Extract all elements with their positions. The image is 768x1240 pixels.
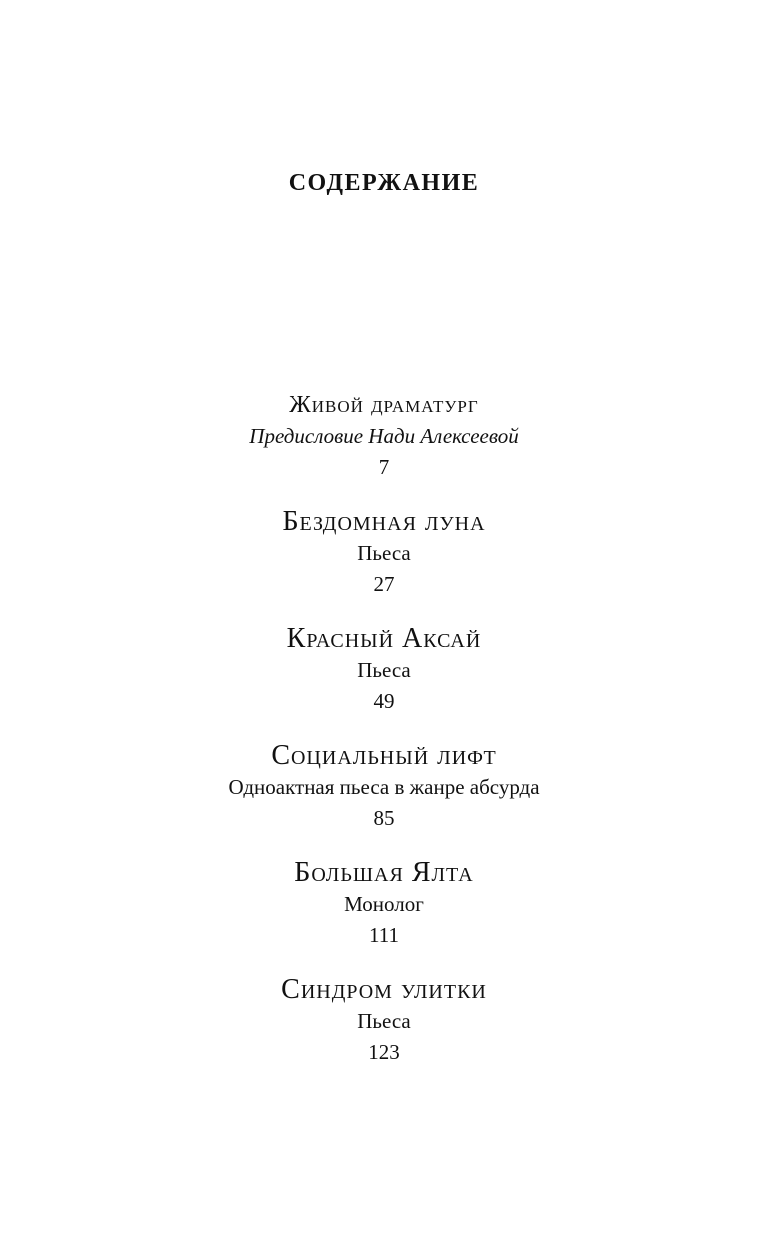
- toc-entry-page-number: 27: [373, 572, 395, 596]
- toc-entry-subtitle: Пьеса: [357, 1009, 411, 1033]
- toc-entry: [0, 973, 768, 1090]
- toc-entry-title: Живой драматург: [289, 392, 479, 418]
- toc-entry-subtitle: Монолог: [344, 892, 424, 916]
- toc-entry-title: Социальный лифт: [271, 740, 497, 771]
- toc-entry-page-number: 7: [378, 455, 390, 479]
- toc-entry: [0, 505, 768, 622]
- table-of-contents: [0, 388, 768, 1090]
- toc-entry-page-number: 85: [373, 806, 395, 830]
- page-title: содержание: [288, 160, 480, 198]
- toc-entry-title: Бездомная луна: [282, 506, 486, 537]
- toc-entry-title: Синдром улитки: [281, 974, 487, 1005]
- toc-entry-subtitle: Пьеса: [357, 541, 411, 565]
- toc-entry-title: Большая Ялта: [294, 857, 474, 888]
- toc-entry-page-number: 111: [369, 923, 399, 947]
- toc-entry: [0, 622, 768, 739]
- toc-entry: [0, 856, 768, 973]
- toc-entry: [0, 739, 768, 856]
- toc-entry-subtitle: Предисловие Нади Алексеевой: [249, 424, 519, 448]
- toc-entry-subtitle: Пьеса: [357, 658, 411, 682]
- toc-entry-page-number: 123: [368, 1040, 400, 1064]
- toc-entry-page-number: 49: [373, 689, 395, 713]
- toc-entry: [0, 388, 768, 505]
- toc-entry-subtitle: Одноактная пьеса в жанре абсурда: [228, 775, 540, 799]
- toc-entry-title: Красный Аксай: [286, 623, 482, 654]
